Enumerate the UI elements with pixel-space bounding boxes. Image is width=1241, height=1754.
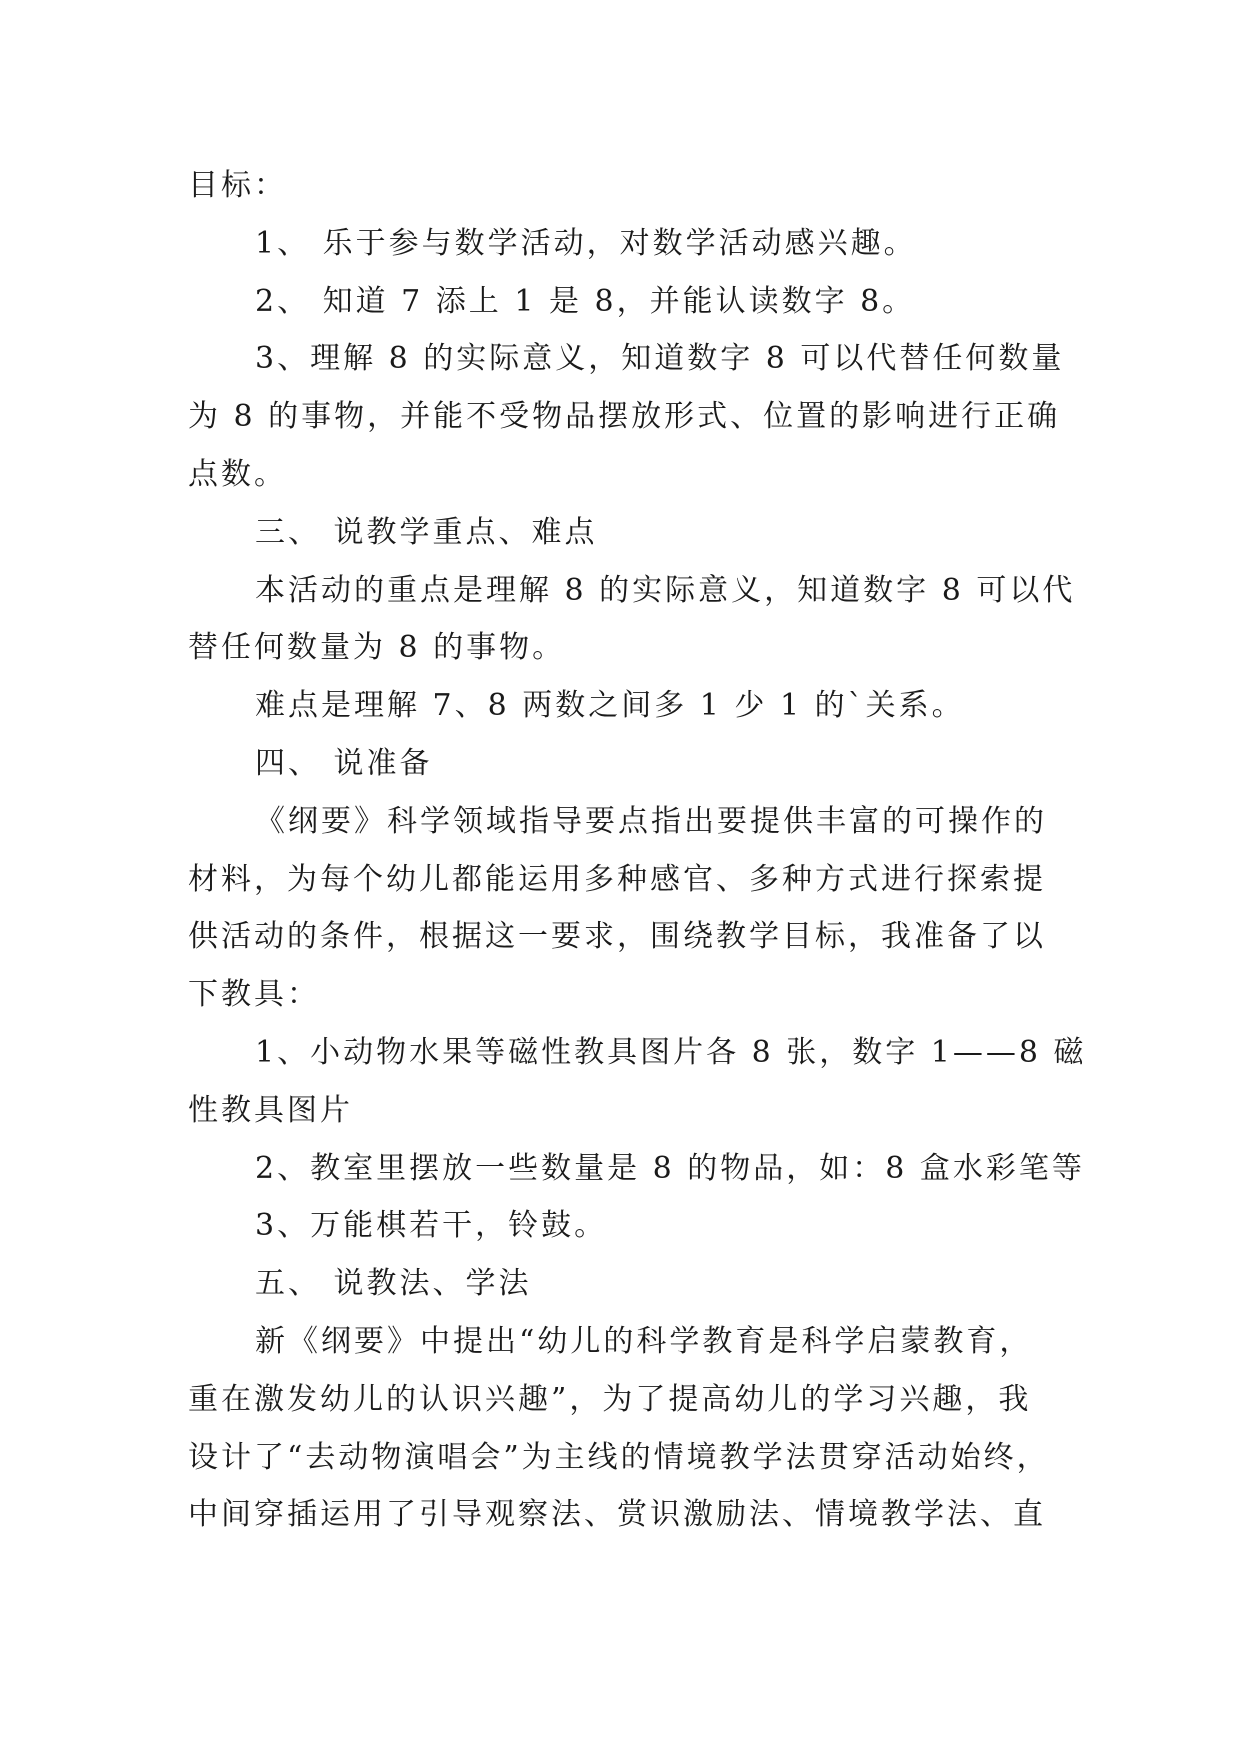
text-line: 《纲要》科学领域指导要点指出要提供丰富的可操作的 [255,804,1047,839]
text-line: 性教具图片 [188,1093,353,1128]
text-line: 2、教室里摆放一些数量是 8 的物品，如：8 盒水彩笔等 [255,1151,1085,1186]
text-line: 2、 知道 7 添上 1 是 8，并能认读数字 8。 [255,284,916,319]
text-line: 供活动的条件，根据这一要求，围绕教学目标，我准备了以 [188,919,1046,954]
text-line: 新《纲要》中提出“幼儿的科学教育是科学启蒙教育， [255,1324,1033,1359]
text-line: 下教具： [188,977,320,1012]
text-line: 为 8 的事物，并能不受物品摆放形式、位置的影响进行正确 [188,399,1061,434]
text-line: 3、万能棋若干，铃鼓。 [255,1208,608,1243]
text-line: 替任何数量为 8 的事物。 [188,630,566,665]
section-heading: 三、 说教学重点、难点 [255,515,598,550]
text-line: 材料，为每个幼儿都能运用多种感官、多种方式进行探索提 [188,862,1046,897]
section-heading: 五、 说教法、学法 [255,1266,532,1301]
section-heading: 四、 说准备 [255,746,433,781]
text-line: 难点是理解 7、8 两数之间多 1 少 1 的`关系。 [255,688,965,723]
text-line: 中间穿插运用了引导观察法、赏识激励法、情境教学法、直 [188,1497,1046,1532]
text-line: 本活动的重点是理解 8 的实际意义，知道数字 8 可以代 [255,573,1076,608]
text-line: 点数。 [188,457,287,492]
text-line: 设计了“去动物演唱会”为主线的情境教学法贯穿活动始终， [188,1440,1050,1475]
text-line: 1、小动物水果等磁性教具图片各 8 张，数字 1——8 磁 [255,1035,1087,1070]
text-line: 1、 乐于参与数学活动，对数学活动感兴趣。 [255,226,917,261]
text-line: 重在激发幼儿的认识兴趣”，为了提高幼儿的学习兴趣，我 [188,1382,1032,1417]
text-line: 3、理解 8 的实际意义，知道数字 8 可以代替任何数量 [255,341,1065,376]
text-line: 目标： [188,168,287,203]
